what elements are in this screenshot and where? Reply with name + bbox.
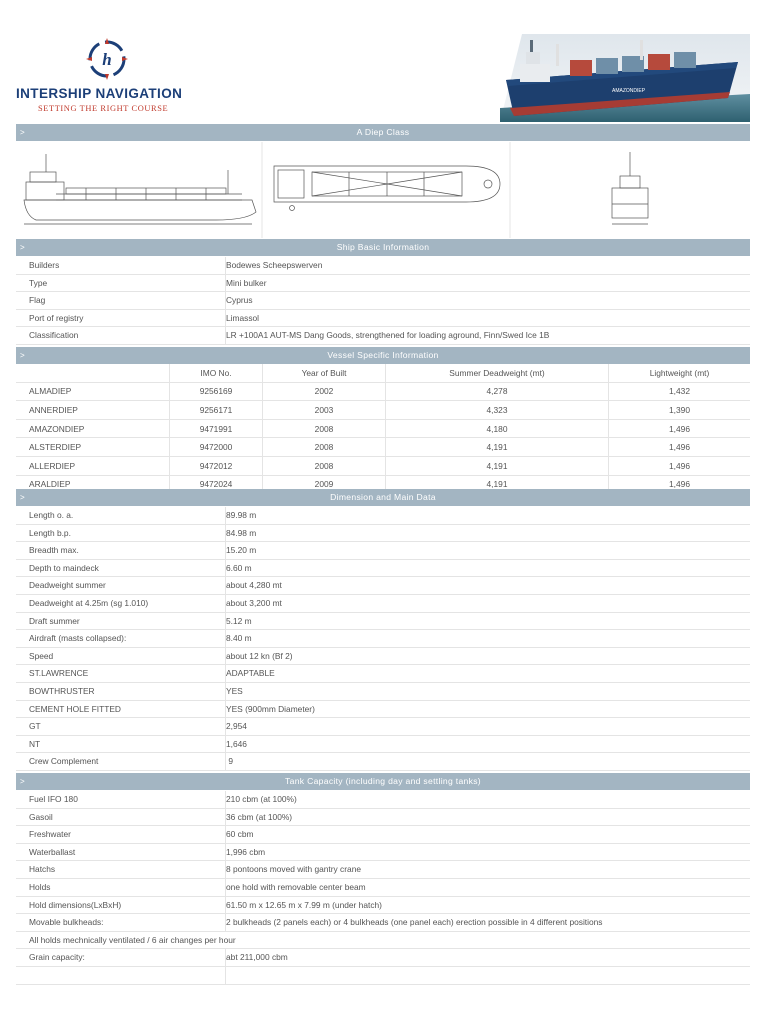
dimension-row [16,560,750,578]
dimension-value [225,542,256,560]
basic-row [16,327,750,345]
tank-label: Hatchs [29,864,56,875]
dimension-value-text: 15.20 m [226,545,257,556]
tank-row [16,861,750,879]
tank-value [225,809,292,827]
chevron-right-icon: > [20,243,25,252]
dimension-row [16,595,750,613]
vessel-deadweight: 4,191 [386,475,609,494]
section-dimension-title: Dimension and Main Data [330,492,436,502]
dimension-label: CEMENT HOLE FITTED [29,703,121,714]
section-class-title: A Diep Class [356,127,410,137]
section-class-header [16,124,750,141]
section-basic-title: Ship Basic Information [336,242,430,252]
vessel-lightweight: 1,496 [609,419,751,438]
tank-row [16,879,750,897]
dimension-value [225,595,282,613]
section-basic-header [16,239,750,256]
vessel-year: 2008 [263,419,386,438]
vessel-name: ALSTERDIEP [16,438,170,457]
chevron-right-icon: > [20,777,25,786]
tank-value [225,861,361,879]
hull-ship-name: AMAZONDIEP [612,88,646,94]
ventilation-note: All holds mechnically ventilated / 6 air changes per hour [29,934,236,945]
vessel-year: 2008 [263,456,386,475]
dimension-label: GT [29,721,41,732]
empty-row [16,967,750,985]
vessel-lightweight: 1,432 [609,382,751,401]
dimension-value [225,718,247,736]
basic-info-list [16,257,750,345]
section-dimension-header [16,489,750,506]
dimension-row [16,665,750,683]
vessel-imo: 9256171 [170,401,263,420]
dimension-value [225,701,315,719]
basic-value-text: LR +100A1 AUT-MS Dang Goods, strengthened for loading aground, Finn/Swed Ice 1B [226,330,550,341]
dimension-value-text: 9 [226,756,233,767]
dimension-value-text: about 3,200 mt [226,597,282,608]
table-row [16,438,750,457]
dimension-value-text: 6.60 m [226,562,252,573]
dimension-row [16,718,750,736]
vessel-name: ARALDIEP [16,475,170,494]
basic-value-text: Limassol [226,312,260,323]
tank-row [16,914,750,932]
vessel-imo: 9472000 [170,438,263,457]
dimension-row [16,507,750,525]
dimension-value-text: 84.98 m [226,527,257,538]
basic-label: Flag [29,295,46,306]
vessel-year: 2002 [263,382,386,401]
tank-label: Freshwater [29,829,71,840]
basic-label: Classification [29,330,79,341]
vessel-table-header [16,364,750,382]
tank-value-text: 8 pontoons moved with gantry crane [226,864,362,875]
tank-value [225,844,265,862]
tank-value-text: 1,996 cbm [226,846,266,857]
vessel-col-deadweight: Summer Deadweight (mt) [386,364,609,382]
vessel-imo: 9471991 [170,419,263,438]
chevron-right-icon: > [20,351,25,360]
dimension-row [16,753,750,771]
tank-row [16,844,750,862]
dimension-value [225,665,275,683]
chevron-right-icon: > [20,493,25,502]
company-tagline: SETTING THE RIGHT COURSE [38,104,169,113]
dimension-value-text: 89.98 m [226,510,257,520]
tank-value [225,879,366,897]
dimension-label: Breadth max. [29,545,79,556]
dimension-value-text: 8.40 m [226,633,252,644]
dimension-label: Draft summer [29,615,80,626]
dimension-row [16,525,750,543]
basic-row [16,275,750,293]
dimension-label: Speed [29,650,54,661]
vessel-deadweight: 4,323 [386,401,609,420]
company-name: INTERSHIP NAVIGATION [16,86,183,101]
basic-value-text: Cyprus [226,295,253,306]
side-profile-drawing [24,154,256,224]
dimension-value [225,648,293,666]
vessel-lightweight: 1,496 [609,438,751,457]
dimension-label: Crew Complement [29,756,99,767]
dimension-value-text: YES [226,685,243,696]
dimension-value [225,560,252,578]
dimension-row [16,577,750,595]
vessel-deadweight: 4,278 [386,382,609,401]
tank-value [225,897,382,915]
vessel-year: 2009 [263,475,386,494]
grain-row [16,949,750,967]
tank-label: Holds [29,881,51,892]
vessel-col-year: Year of Built [263,364,386,382]
dimension-label: Deadweight at 4.25m (sg 1.010) [29,597,149,608]
dimension-label: Length b.p. [29,527,71,538]
dimension-value [225,683,243,701]
dimension-label: Depth to maindeck [29,562,99,573]
basic-value-text: Bodewes Scheepswerven [226,260,323,270]
dimension-value [225,507,256,525]
dimension-row [16,613,750,631]
dimension-row [16,683,750,701]
basic-label: Type [29,277,48,288]
tank-label: Hold dimensions(LxBxH) [29,899,122,910]
dimension-value [225,577,282,595]
table-row [16,382,750,401]
dimension-value [225,525,256,543]
grain-value-text: abt 211,000 cbm [226,952,288,963]
vessel-col-name [16,364,170,382]
dimension-row [16,736,750,754]
tank-value [225,791,297,809]
dimension-row [16,701,750,719]
vessel-name: ALLERDIEP [16,456,170,475]
dimension-value [225,753,233,771]
tank-list [16,791,750,985]
dimension-value [225,736,247,754]
tank-row [16,809,750,827]
tank-row [16,826,750,844]
tank-value-text: 36 cbm (at 100%) [226,811,293,822]
dimension-label: BOWTHRUSTER [29,685,95,696]
company-logo [14,36,206,120]
grain-label: Grain capacity: [29,952,85,963]
dimension-value [225,630,252,648]
vessel-lightweight: 1,390 [609,401,751,420]
tank-label: Waterballast [29,846,76,857]
dimension-list [16,507,750,771]
table-row [16,419,750,438]
tank-value-text: 210 cbm (at 100%) [226,794,297,804]
vessel-year: 2008 [263,438,386,457]
basic-value [225,275,267,293]
vessel-deadweight: 4,191 [386,456,609,475]
vessel-imo: 9256169 [170,382,263,401]
vessel-deadweight: 4,180 [386,419,609,438]
ship-photo [500,34,750,122]
section-vessel-title: Vessel Specific Information [327,350,439,360]
dimension-row [16,542,750,560]
vessel-name: ANNERDIEP [16,401,170,420]
dimension-value-text: 5.12 m [226,615,252,626]
basic-value [225,292,253,310]
dimension-value-text: about 4,280 mt [226,580,282,591]
vessel-year: 2003 [263,401,386,420]
basic-row [16,292,750,310]
section-tank-title: Tank Capacity (including day and settling tanks) [285,776,481,786]
svg-text:h: h [102,50,112,69]
tank-value-text: 2 bulkheads (2 panels each) or 4 bulkheads (one panel each) erection possible in 4 different positions [226,917,603,928]
basic-row [16,310,750,328]
tank-label: Gasoil [29,811,53,822]
ventilation-row [16,932,750,950]
section-tank-header [16,773,750,790]
class-drawings [16,142,750,238]
dimension-row [16,630,750,648]
tank-label: Movable bulkheads: [29,917,104,928]
vessel-lightweight: 1,496 [609,456,751,475]
table-row [16,401,750,420]
empty-value [225,967,226,985]
table-row [16,456,750,475]
section-vessel-header [16,347,750,364]
dimension-value-text: 1,646 [226,738,247,749]
grain-value [225,949,288,967]
tank-value-text: one hold with removable center beam [226,881,366,892]
vessel-imo: 9472024 [170,475,263,494]
dimension-label: NT [29,738,41,749]
tank-value [225,914,603,932]
basic-label: Port of registry [29,312,84,323]
vessel-col-imo: IMO No. [170,364,263,382]
dimension-row [16,648,750,666]
dimension-value [225,613,252,631]
vessel-name: ALMADIEP [16,382,170,401]
vessel-col-lightweight: Lightweight (mt) [609,364,751,382]
tank-value [225,826,253,844]
vessel-lightweight: 1,496 [609,475,751,494]
chevron-right-icon: > [20,128,25,137]
tank-row [16,897,750,915]
vessel-deadweight: 4,191 [386,438,609,457]
tank-row [16,791,750,809]
dimension-label: Airdraft (masts collapsed): [29,633,127,644]
dimension-label: Deadweight summer [29,580,106,591]
dimension-label: ST.LAWRENCE [29,668,89,679]
vessel-table [16,364,750,494]
compass-h-icon [86,38,128,80]
basic-value [225,310,259,328]
basic-value-text: Mini bulker [226,277,267,288]
dimension-value-text: ADAPTABLE [226,668,275,679]
deck-plan-drawing [274,166,500,211]
cross-section-drawing [612,152,648,224]
basic-value [225,257,322,275]
tank-value-text: 61.50 m x 12.65 m x 7.99 m (under hatch) [226,899,382,910]
vessel-name: AMAZONDIEP [16,419,170,438]
tank-value-text: 60 cbm [226,829,254,840]
vessel-imo: 9472012 [170,456,263,475]
dimension-label: Length o. a. [29,510,74,520]
basic-value [225,327,549,345]
basic-label: Builders [29,260,60,270]
tank-label: Fuel IFO 180 [29,794,78,804]
dimension-value-text: 2,954 [226,721,247,732]
basic-row [16,257,750,275]
dimension-value-text: about 12 kn (Bf 2) [226,650,293,661]
dimension-value-text: YES (900mm Diameter) [226,703,315,714]
